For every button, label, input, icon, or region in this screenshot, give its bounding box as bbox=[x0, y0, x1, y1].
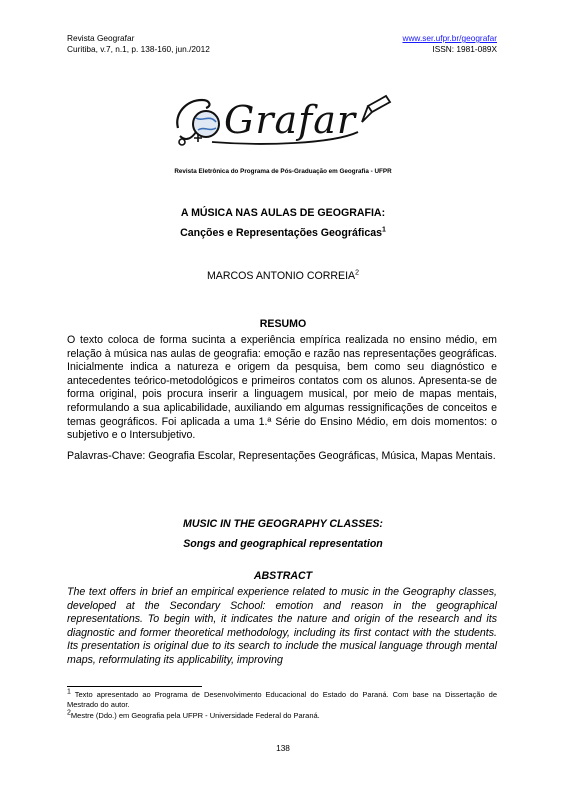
resumo-heading: RESUMO bbox=[259, 318, 307, 330]
article-title-en: MUSIC IN THE GEOGRAPHY CLASSES: bbox=[183, 518, 383, 530]
article-subtitle-pt bbox=[0, 227, 566, 239]
footnote-1-number: 1 bbox=[67, 688, 71, 696]
resumo-paragraph: O texto coloca de forma sucinta a experiência empírica realizada no ensino médio, em relação à música nas aulas de geografia: emoção e razão nas representações geográficas. Inicialmente indica a natureza e origem da pesquisa, bem como seu diagnóstico e antecedentes teórico-metodológicos e primeiros contatos com os alunos. Apresenta-se de forma original, pois procura inserir a linguagem musical, por meio de mapas mentais, reformulando a sua aplicabilidade, auxiliando em algumas ressignificações de conceitos e temas geográficos. Foi aplicada a uma 1.ª Série do Ensino Médio, em dois momentos: o subjetivo e o Intersubjetivo. bbox=[67, 334, 497, 442]
logo-wordmark: Grafar bbox=[224, 98, 357, 142]
journal-name: Revista Geografar bbox=[67, 33, 135, 43]
footnote-ref-2[interactable]: 2 bbox=[355, 269, 360, 277]
abstract-paragraph: The text offers in brief an empirical experience related to music in the Geography classes, developed at the Secondary School: emotion and reason in the geographical representations. To begin with, it indicates the nature and origin of the research and its diagnostic and former theoretical methodology, including its first contact with the students. Its presentation is original due to its search to include the musical language through mental maps, reformulating its applicability, improving bbox=[67, 586, 497, 666]
article-subtitle-en: Songs and geographical representation bbox=[183, 538, 383, 550]
abstract-heading: ABSTRACT bbox=[253, 570, 313, 582]
footnote-ref-1[interactable]: 1 bbox=[382, 226, 386, 234]
footnote-divider bbox=[67, 686, 202, 687]
article-subtitle-pt-text: Canções e Representações Geográficas bbox=[180, 227, 383, 239]
footnote-1-text: Texto apresentado ao Programa de Desenvolvimento Educacional do Estado do Paraná. Com base na Dissertação de Mestrado do autor. bbox=[67, 690, 497, 709]
article-title-pt: A MÚSICA NAS AULAS DE GEOGRAFIA: bbox=[180, 207, 386, 219]
footnote-2 bbox=[67, 711, 497, 721]
page-number: 138 bbox=[276, 743, 290, 753]
journal-citation: Curitiba, v.7, n.1, p. 138-160, jun./2012 bbox=[67, 44, 210, 54]
journal-issn: ISSN: 1981-089X bbox=[432, 44, 497, 54]
keywords-paragraph: Palavras-Chave: Geografia Escolar, Representações Geográficas, Música, Mapas Mentais. bbox=[67, 450, 496, 462]
footnote-2-text: Mestre (Ddo.) em Geografia pela UFPR - Universidade Federal do Paraná. bbox=[70, 711, 320, 720]
author-name bbox=[0, 270, 566, 282]
logo-subtitle: Revista Eletrônica do Programa de Pós-Graduação em Geografia - UFPR bbox=[174, 168, 392, 175]
footnote-2-number: 2 bbox=[67, 709, 71, 717]
geografar-logo bbox=[172, 92, 394, 152]
journal-url-link[interactable]: www.ser.ufpr.br/geografar bbox=[402, 33, 497, 43]
footnote-1 bbox=[67, 690, 497, 710]
author-name-text: MARCOS ANTONIO CORREIA bbox=[206, 270, 356, 282]
